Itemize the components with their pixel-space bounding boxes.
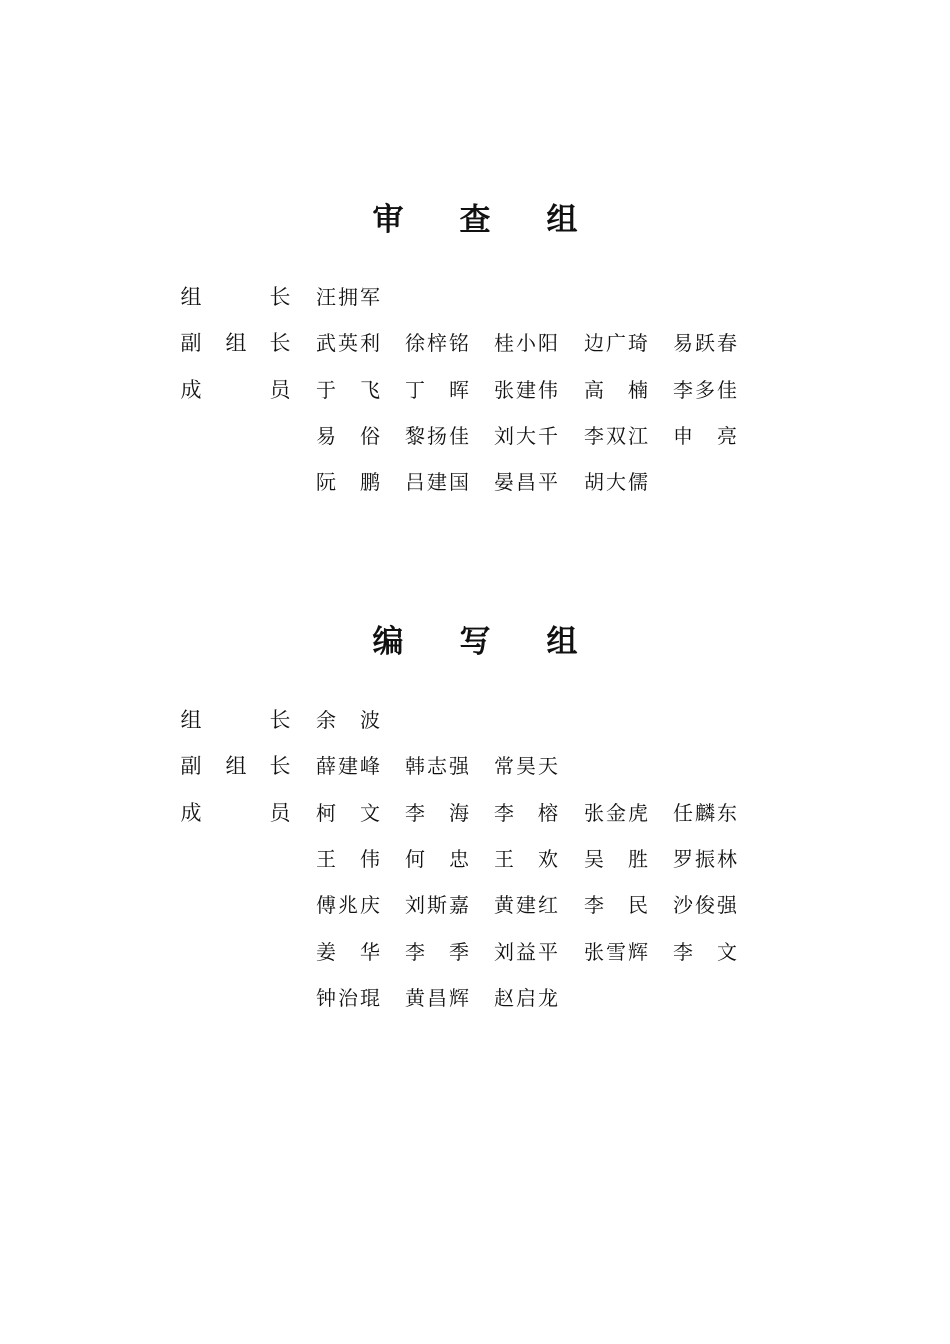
role-label — [180, 328, 292, 358]
role-label — [180, 890, 292, 920]
role-char: 成 — [180, 377, 202, 402]
section-title-char: 组 — [546, 624, 578, 660]
person-name: 李 海 — [405, 800, 469, 825]
person-name: 黎 扬 佳 — [405, 423, 469, 448]
role-char: 长 — [269, 708, 291, 732]
person-name: 赵 启 龙 — [494, 985, 558, 1010]
person-name: 阮 鹏 — [316, 470, 380, 495]
person-name: 武 英 利 — [316, 331, 380, 356]
person-name: 李 季 — [405, 939, 469, 964]
person-name: 吕 建 国 — [405, 470, 469, 495]
person-name: 李 双 江 — [584, 423, 648, 448]
role-label — [180, 844, 292, 874]
role-char: 组 — [225, 331, 247, 356]
person-name: 沙 俊 强 — [673, 893, 737, 918]
person-name: 黄 昌 辉 — [405, 985, 469, 1010]
role-label — [180, 798, 292, 828]
section-title-char: 写 — [459, 624, 491, 660]
person-name: 柯 文 — [316, 800, 380, 825]
person-name: 李 多 佳 — [673, 377, 737, 402]
person-name: 姜 华 — [316, 939, 380, 964]
person-name: 傅 兆 庆 — [316, 893, 380, 918]
person-name: 刘 益 平 — [494, 939, 558, 964]
person-name: 张 建 伟 — [494, 377, 558, 402]
person-name: 高 楠 — [584, 377, 648, 402]
person-name: 桂 小 阳 — [494, 331, 558, 356]
person-name: 钟 治 琨 — [316, 985, 380, 1010]
section-title-char: 组 — [546, 202, 578, 238]
role-label — [180, 751, 292, 781]
person-name: 汪 拥 军 — [316, 285, 380, 309]
role-label — [180, 705, 292, 735]
role-label — [180, 467, 292, 497]
person-name: 张 雪 辉 — [584, 939, 648, 964]
person-name: 王 伟 — [316, 846, 380, 871]
person-name: 徐 梓 铭 — [405, 331, 469, 356]
section-title-char: 查 — [459, 202, 491, 238]
person-name: 李 榕 — [494, 800, 558, 825]
role-char: 组 — [180, 285, 202, 309]
role-char: 员 — [269, 377, 291, 402]
person-name: 常 昊 天 — [494, 754, 558, 779]
role-label — [180, 421, 292, 451]
person-name: 李 文 — [673, 939, 737, 964]
person-name: 任 麟 东 — [673, 800, 737, 825]
person-name: 边 广 琦 — [584, 331, 648, 356]
person-name: 易 俗 — [316, 423, 380, 448]
section-title-char: 审 — [372, 202, 404, 238]
person-name: 晏 昌 平 — [494, 470, 558, 495]
person-name: 王 欢 — [494, 846, 558, 871]
person-name: 于 飞 — [316, 377, 380, 402]
role-label — [180, 937, 292, 967]
person-name: 何 忠 — [405, 846, 469, 871]
section-title-char: 编 — [372, 624, 404, 660]
person-name: 余 波 — [316, 708, 380, 732]
person-name: 刘 斯 嘉 — [405, 893, 469, 918]
role-char: 副 — [180, 331, 202, 356]
role-char: 组 — [180, 708, 202, 732]
person-name: 胡 大 儒 — [584, 470, 648, 495]
section-title — [0, 624, 950, 660]
person-name: 薛 建 峰 — [316, 754, 380, 779]
role-char: 成 — [180, 800, 202, 825]
person-name: 申 亮 — [673, 423, 737, 448]
role-char: 长 — [269, 754, 291, 779]
person-name: 韩 志 强 — [405, 754, 469, 779]
role-label — [180, 282, 292, 312]
role-char: 副 — [180, 754, 202, 779]
person-name: 罗 振 林 — [673, 846, 737, 871]
person-name: 刘 大 千 — [494, 423, 558, 448]
person-name: 丁 晖 — [405, 377, 469, 402]
person-name: 易 跃 春 — [673, 331, 737, 356]
person-name: 黄 建 红 — [494, 893, 558, 918]
person-name: 吴 胜 — [584, 846, 648, 871]
role-char: 长 — [269, 331, 291, 356]
section-title — [0, 202, 950, 238]
person-name: 张 金 虎 — [584, 800, 648, 825]
role-label — [180, 983, 292, 1013]
role-label — [180, 375, 292, 405]
person-name: 李 民 — [584, 893, 648, 918]
role-char: 长 — [269, 285, 291, 309]
role-char: 组 — [225, 754, 247, 779]
role-char: 员 — [269, 800, 291, 825]
